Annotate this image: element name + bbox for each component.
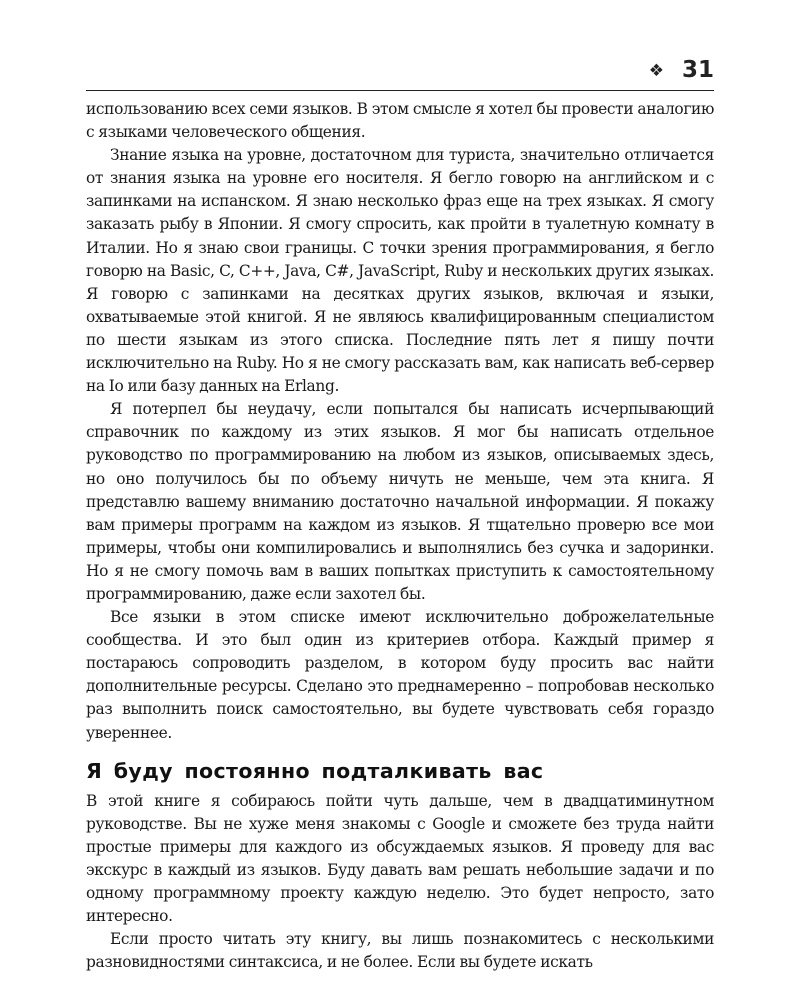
paragraph-reading: Если просто читать эту книгу, вы лишь познакомитесь с несколькими разновидностями синтаксиса, и не более. Если вы будете искать	[86, 930, 714, 972]
paragraph-tourist-level: Знание языка на уровне, достаточном для туриста, значительно отличается от знания языка на уровне его носителя. Я бегло говорю на английском и с запинками на испанском. Я знаю несколько фраз еще на трех языках. Я смогу заказать рыбу в Японии. Я смогу спросить, как пройти в туалетную комнату в Италии. Но я знаю свои границы. С точки зрения программирования, я бегло говорю на Basic, C, C++, Java, C#, JavaScript, Ruby и нескольких других языках. Я говорю с запинками на десятках других языков, включая и языки, охватываемые этой книгой. Я не являюсь квалифицированным специалистом по шести языкам из этого списка. Последние пять лет я пишу почти исключительно на Ruby. Но я не смогу рассказать вам, как написать веб-сервер на Io или базу данных на Erlang.	[86, 146, 714, 396]
body-text	[86, 98, 714, 974]
page-number: 31	[681, 57, 714, 83]
paragraph-communities: Все языки в этом списке имеют исключительно доброжелательные сообщества. И это был один из критериев отбора. Каждый пример я постараюсь сопроводить разделом, в котором буду просить вас найти дополнительные ресурсы. Сделано это преднамеренно – попробовав несколько раз выполнить поиск самостоятельно, вы будете чувствовать себя гораздо увереннее.	[86, 608, 714, 742]
running-header	[86, 54, 714, 91]
paragraph-continuation: использованию всех семи языков. В этом смысле я хотел бы провести аналогию с языками человеческого общения.	[86, 100, 714, 142]
paragraph-reference-guide: Я потерпел бы неудачу, если попытался бы написать исчерпывающий справочник по каждому из этих языков. Я мог бы написать отдельное руководство по программированию на любом из языков, описываемых здесь, но оно получилось бы по объему ничуть не меньше, чем эта книга. Я представлю вашему вниманию достаточно начальной информации. Я покажу вам примеры программ на каждом из языков. Я тщательно проверю все мои примеры, чтобы они компилировались и выполнялись без сучка и задоринки. Но я не смогу помочь вам в ваших попытках приступить к самостоятельному программированию, даже если захотел бы.	[86, 400, 714, 603]
paragraph-tutorial: В этой книге я собираюсь пойти чуть дальше, чем в двадцатиминутном руководстве. Вы не хуже меня знакомы с Google и сможете без труда найти простые примеры для каждого из обсуждаемых языков. Я проведу для вас экскурс в каждый из языков. Буду давать вам решать небольшие задачи и по одному программному проекту каждую неделю. Это будет непросто, зато интересно.	[86, 791, 714, 926]
section-heading: Я буду постоянно подталкивать вас	[86, 758, 544, 783]
diamond-ornament-icon: ❖	[648, 61, 664, 81]
book-page	[86, 0, 714, 1000]
